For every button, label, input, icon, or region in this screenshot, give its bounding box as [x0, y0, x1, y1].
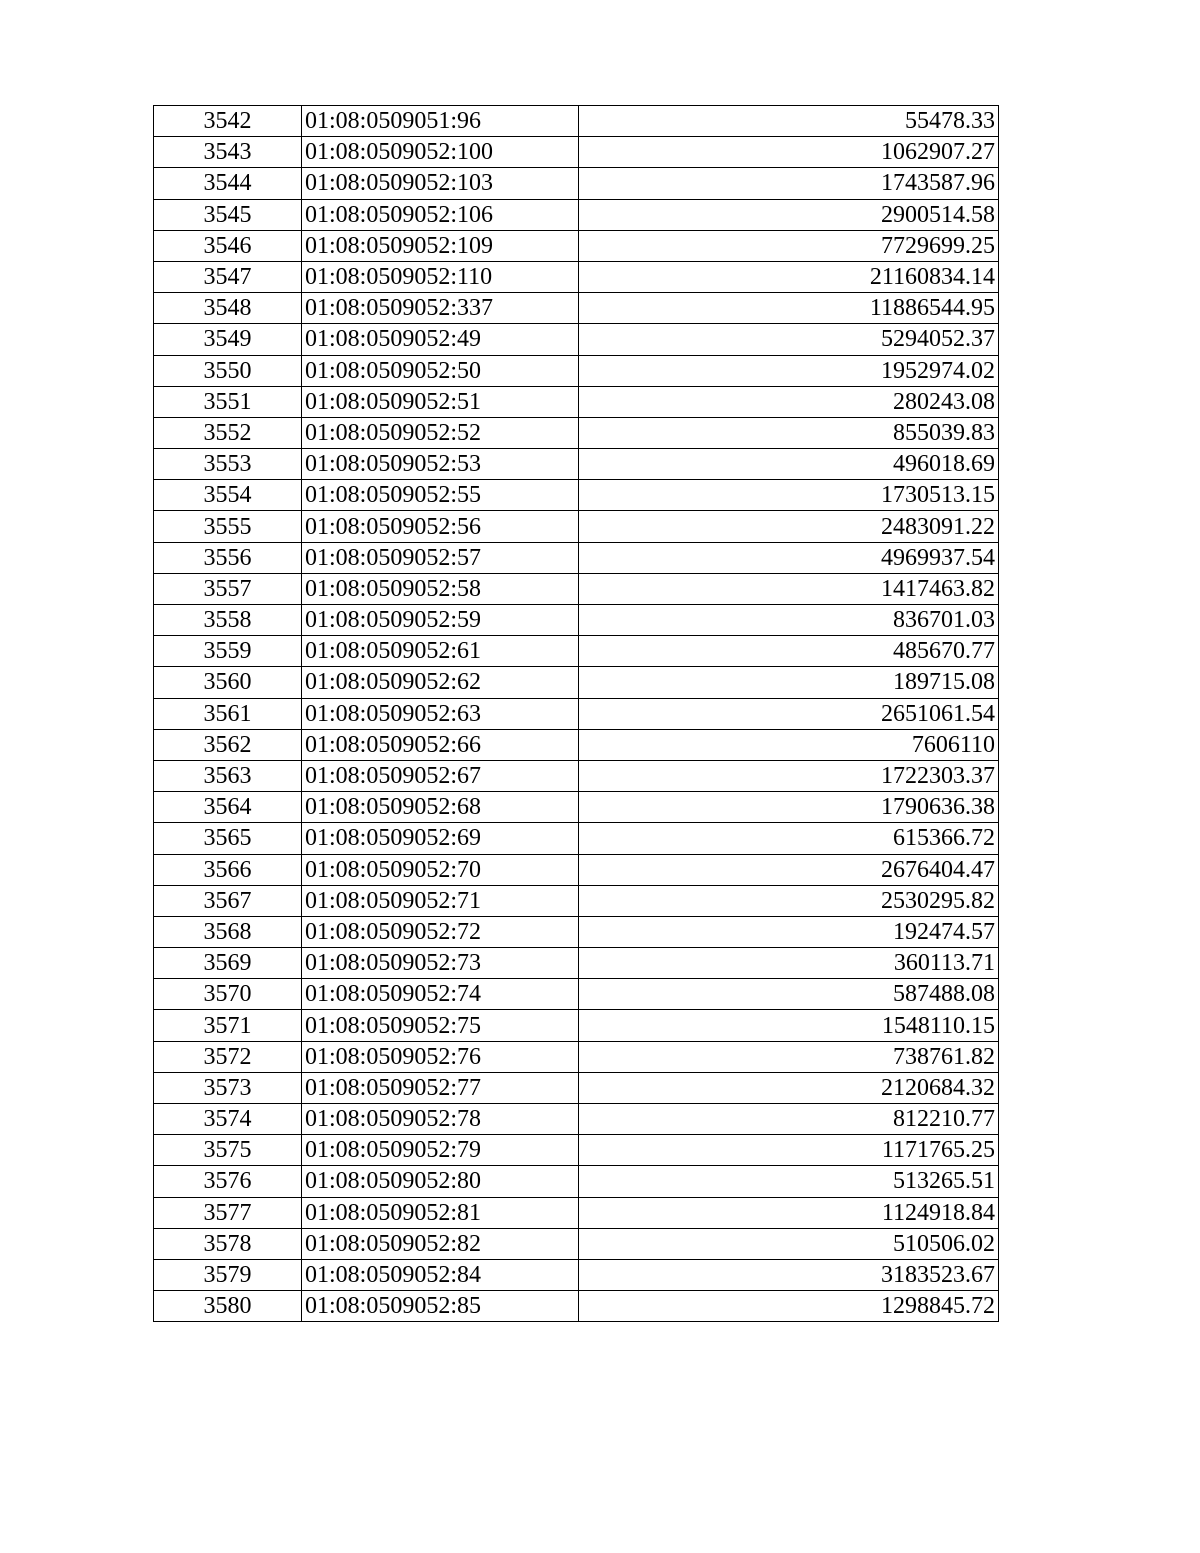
table-row	[154, 1259, 999, 1290]
value-cell: 1730513.15	[579, 480, 999, 511]
cadastral-code-cell: 01:08:0509052:76	[302, 1041, 579, 1072]
cadastral-code-cell: 01:08:0509052:53	[302, 449, 579, 480]
table-row	[154, 760, 999, 791]
table-row	[154, 324, 999, 355]
cadastral-code-cell: 01:08:0509052:77	[302, 1072, 579, 1103]
row-number-cell: 3580	[154, 1291, 302, 1322]
cadastral-code-cell: 01:08:0509052:75	[302, 1010, 579, 1041]
row-number-cell: 3548	[154, 293, 302, 324]
row-number-cell: 3556	[154, 542, 302, 573]
row-number-cell: 3552	[154, 417, 302, 448]
row-number-cell: 3543	[154, 137, 302, 168]
row-number-cell: 3559	[154, 636, 302, 667]
cadastral-code-cell: 01:08:0509052:50	[302, 355, 579, 386]
table-row	[154, 261, 999, 292]
table-row	[154, 542, 999, 573]
row-number-cell: 3576	[154, 1166, 302, 1197]
cadastral-code-cell: 01:08:0509052:63	[302, 698, 579, 729]
row-number-cell: 3558	[154, 605, 302, 636]
value-cell: 2530295.82	[579, 885, 999, 916]
cadastral-code-cell: 01:08:0509052:337	[302, 293, 579, 324]
table-row	[154, 1072, 999, 1103]
table-row	[154, 979, 999, 1010]
table-row	[154, 729, 999, 760]
value-cell: 615366.72	[579, 823, 999, 854]
table-row	[154, 1166, 999, 1197]
row-number-cell: 3546	[154, 230, 302, 261]
cadastral-code-cell: 01:08:0509052:78	[302, 1104, 579, 1135]
value-cell: 2120684.32	[579, 1072, 999, 1103]
cadastral-code-cell: 01:08:0509052:56	[302, 511, 579, 542]
cadastral-code-cell: 01:08:0509052:84	[302, 1259, 579, 1290]
table-row	[154, 916, 999, 947]
row-number-cell: 3555	[154, 511, 302, 542]
value-cell: 2900514.58	[579, 199, 999, 230]
value-cell: 587488.08	[579, 979, 999, 1010]
data-table	[153, 105, 999, 1322]
table-row	[154, 1010, 999, 1041]
table-row	[154, 449, 999, 480]
row-number-cell: 3565	[154, 823, 302, 854]
table-row	[154, 1291, 999, 1322]
cadastral-code-cell: 01:08:0509052:66	[302, 729, 579, 760]
row-number-cell: 3575	[154, 1135, 302, 1166]
row-number-cell: 3545	[154, 199, 302, 230]
value-cell: 836701.03	[579, 605, 999, 636]
table-row	[154, 667, 999, 698]
value-cell: 11886544.95	[579, 293, 999, 324]
cadastral-code-cell: 01:08:0509052:110	[302, 261, 579, 292]
table-row	[154, 355, 999, 386]
table-row	[154, 636, 999, 667]
row-number-cell: 3549	[154, 324, 302, 355]
table-row	[154, 948, 999, 979]
value-cell: 513265.51	[579, 1166, 999, 1197]
cadastral-code-cell: 01:08:0509052:85	[302, 1291, 579, 1322]
cadastral-code-cell: 01:08:0509052:61	[302, 636, 579, 667]
cadastral-code-cell: 01:08:0509052:51	[302, 386, 579, 417]
row-number-cell: 3551	[154, 386, 302, 417]
value-cell: 1124918.84	[579, 1197, 999, 1228]
value-cell: 1952974.02	[579, 355, 999, 386]
cadastral-code-cell: 01:08:0509052:72	[302, 916, 579, 947]
value-cell: 1298845.72	[579, 1291, 999, 1322]
cadastral-code-cell: 01:08:0509051:96	[302, 106, 579, 137]
value-cell: 21160834.14	[579, 261, 999, 292]
table-row	[154, 417, 999, 448]
row-number-cell: 3579	[154, 1259, 302, 1290]
cadastral-code-cell: 01:08:0509052:59	[302, 605, 579, 636]
row-number-cell: 3573	[154, 1072, 302, 1103]
table-row	[154, 1104, 999, 1135]
cadastral-code-cell: 01:08:0509052:58	[302, 573, 579, 604]
cadastral-code-cell: 01:08:0509052:74	[302, 979, 579, 1010]
value-cell: 496018.69	[579, 449, 999, 480]
row-number-cell: 3572	[154, 1041, 302, 1072]
cadastral-code-cell: 01:08:0509052:69	[302, 823, 579, 854]
value-cell: 1790636.38	[579, 792, 999, 823]
row-number-cell: 3566	[154, 854, 302, 885]
value-cell: 1548110.15	[579, 1010, 999, 1041]
row-number-cell: 3569	[154, 948, 302, 979]
row-number-cell: 3561	[154, 698, 302, 729]
value-cell: 280243.08	[579, 386, 999, 417]
row-number-cell: 3567	[154, 885, 302, 916]
row-number-cell: 3542	[154, 106, 302, 137]
table-row	[154, 854, 999, 885]
row-number-cell: 3578	[154, 1228, 302, 1259]
table-row	[154, 199, 999, 230]
cadastral-code-cell: 01:08:0509052:49	[302, 324, 579, 355]
value-cell: 4969937.54	[579, 542, 999, 573]
cadastral-code-cell: 01:08:0509052:70	[302, 854, 579, 885]
row-number-cell: 3562	[154, 729, 302, 760]
row-number-cell: 3544	[154, 168, 302, 199]
value-cell: 855039.83	[579, 417, 999, 448]
row-number-cell: 3574	[154, 1104, 302, 1135]
value-cell: 7606110	[579, 729, 999, 760]
table-row	[154, 792, 999, 823]
value-cell: 55478.33	[579, 106, 999, 137]
cadastral-code-cell: 01:08:0509052:62	[302, 667, 579, 698]
value-cell: 485670.77	[579, 636, 999, 667]
cadastral-code-cell: 01:08:0509052:81	[302, 1197, 579, 1228]
row-number-cell: 3570	[154, 979, 302, 1010]
table-row	[154, 386, 999, 417]
value-cell: 3183523.67	[579, 1259, 999, 1290]
row-number-cell: 3560	[154, 667, 302, 698]
cadastral-code-cell: 01:08:0509052:82	[302, 1228, 579, 1259]
value-cell: 510506.02	[579, 1228, 999, 1259]
table-row	[154, 511, 999, 542]
table-body	[154, 106, 999, 1322]
value-cell: 360113.71	[579, 948, 999, 979]
row-number-cell: 3563	[154, 760, 302, 791]
cadastral-code-cell: 01:08:0509052:68	[302, 792, 579, 823]
table-row	[154, 823, 999, 854]
cadastral-code-cell: 01:08:0509052:71	[302, 885, 579, 916]
table-row	[154, 230, 999, 261]
cadastral-code-cell: 01:08:0509052:80	[302, 1166, 579, 1197]
table-row	[154, 106, 999, 137]
value-cell: 1743587.96	[579, 168, 999, 199]
row-number-cell: 3564	[154, 792, 302, 823]
cadastral-code-cell: 01:08:0509052:106	[302, 199, 579, 230]
table-row	[154, 480, 999, 511]
value-cell: 1062907.27	[579, 137, 999, 168]
cadastral-code-cell: 01:08:0509052:52	[302, 417, 579, 448]
row-number-cell: 3568	[154, 916, 302, 947]
cadastral-code-cell: 01:08:0509052:55	[302, 480, 579, 511]
row-number-cell: 3557	[154, 573, 302, 604]
row-number-cell: 3554	[154, 480, 302, 511]
row-number-cell: 3547	[154, 261, 302, 292]
cadastral-code-cell: 01:08:0509052:73	[302, 948, 579, 979]
value-cell: 192474.57	[579, 916, 999, 947]
table-row	[154, 1197, 999, 1228]
value-cell: 738761.82	[579, 1041, 999, 1072]
cadastral-code-cell: 01:08:0509052:67	[302, 760, 579, 791]
row-number-cell: 3550	[154, 355, 302, 386]
value-cell: 189715.08	[579, 667, 999, 698]
table-row	[154, 1228, 999, 1259]
value-cell: 7729699.25	[579, 230, 999, 261]
value-cell: 2651061.54	[579, 698, 999, 729]
table-row	[154, 137, 999, 168]
row-number-cell: 3571	[154, 1010, 302, 1041]
cadastral-code-cell: 01:08:0509052:109	[302, 230, 579, 261]
table-row	[154, 1041, 999, 1072]
value-cell: 2483091.22	[579, 511, 999, 542]
value-cell: 1171765.25	[579, 1135, 999, 1166]
cadastral-code-cell: 01:08:0509052:100	[302, 137, 579, 168]
table-row	[154, 573, 999, 604]
cadastral-code-cell: 01:08:0509052:57	[302, 542, 579, 573]
row-number-cell: 3553	[154, 449, 302, 480]
table-row	[154, 293, 999, 324]
table-row	[154, 885, 999, 916]
table-row	[154, 605, 999, 636]
value-cell: 1417463.82	[579, 573, 999, 604]
table-row	[154, 698, 999, 729]
value-cell: 5294052.37	[579, 324, 999, 355]
cadastral-code-cell: 01:08:0509052:79	[302, 1135, 579, 1166]
table-row	[154, 1135, 999, 1166]
value-cell: 1722303.37	[579, 760, 999, 791]
value-cell: 812210.77	[579, 1104, 999, 1135]
row-number-cell: 3577	[154, 1197, 302, 1228]
table-row	[154, 168, 999, 199]
value-cell: 2676404.47	[579, 854, 999, 885]
cadastral-code-cell: 01:08:0509052:103	[302, 168, 579, 199]
